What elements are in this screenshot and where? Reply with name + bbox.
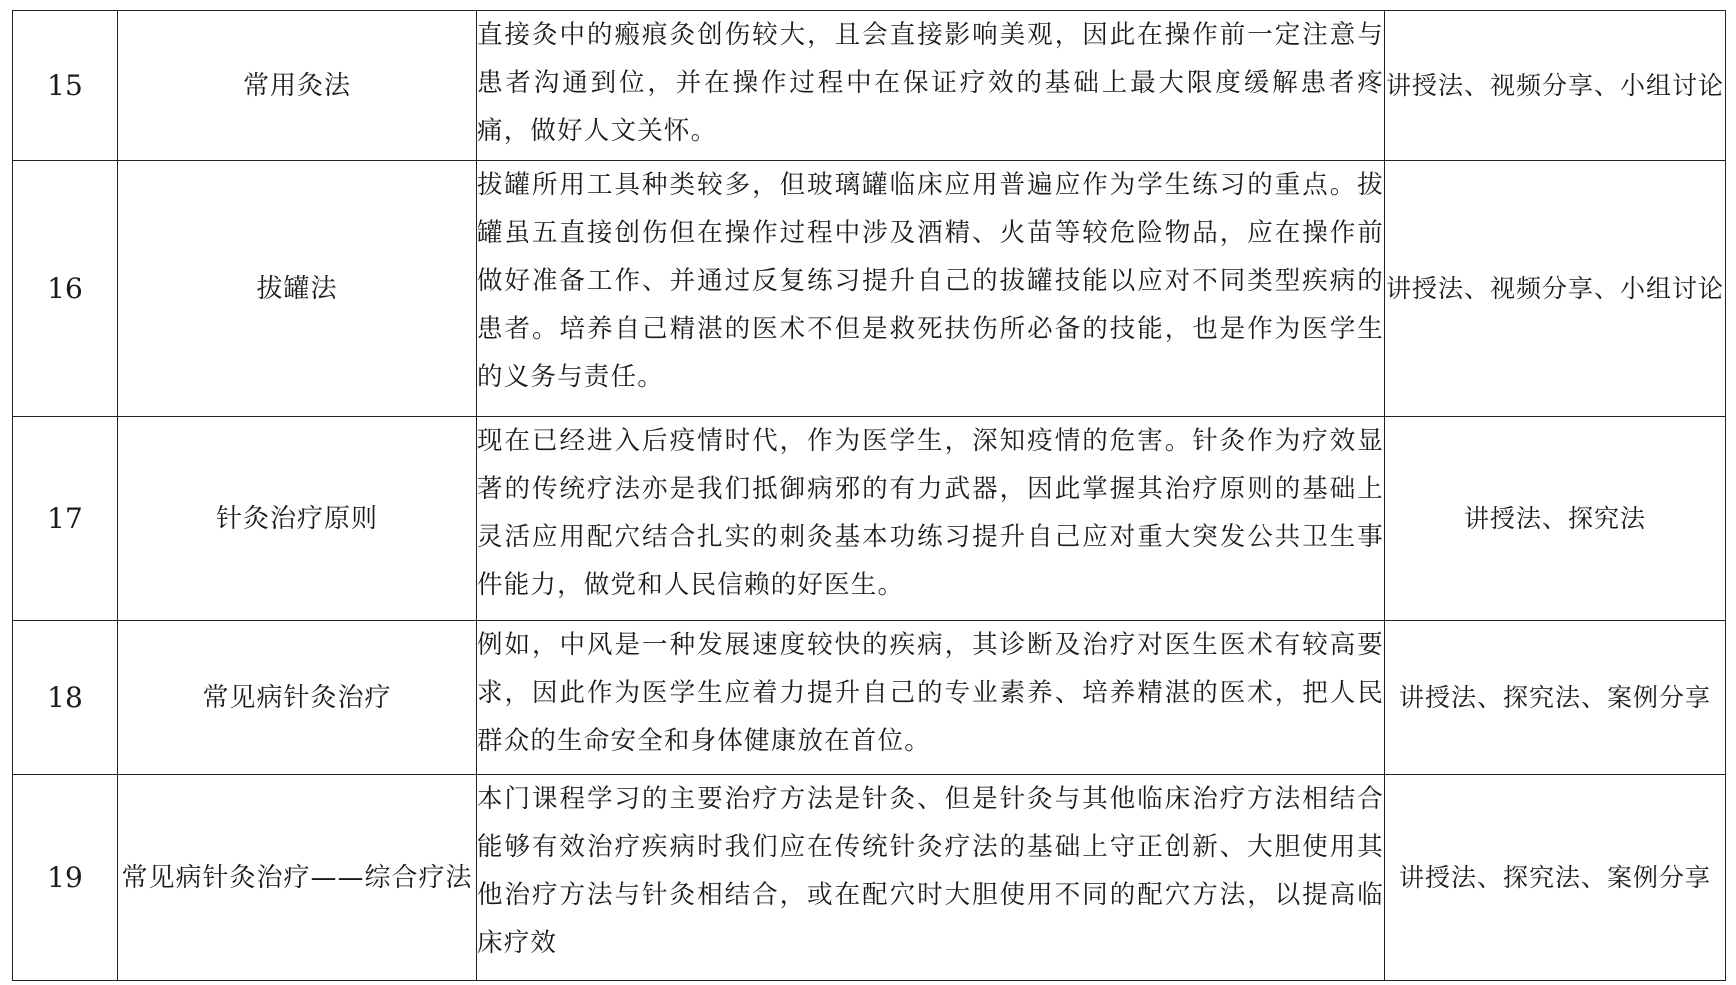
course-table	[12, 10, 1726, 981]
ideological-content: 拔罐所用工具种类较多，但玻璃罐临床应用普遍应作为学生练习的重点。拔罐虽五直接创伤但在操作过程中涉及酒精、火苗等较危险物品，应在操作前做好准备工作、并通过反复练习提升自己的拔罐技能以应对不同类型疾病的患者。培养自己精湛的医术不但是救死扶伤所必备的技能，也是作为医学生的义务与责任。	[477, 161, 1385, 417]
ideological-content: 例如，中风是一种发展速度较快的疾病，其诊断及治疗对医生医术有较高要求，因此作为医学生应着力提升自己的专业素养、培养精湛的医术，把人民群众的生命安全和身体健康放在首位。	[477, 621, 1385, 775]
teaching-method: 讲授法、探究法	[1385, 417, 1726, 621]
table-row	[13, 11, 1726, 161]
row-number: 16	[13, 161, 118, 417]
row-number: 17	[13, 417, 118, 621]
topic-title: 常用灸法	[118, 11, 477, 161]
row-number: 18	[13, 621, 118, 775]
topic-title: 拔罐法	[118, 161, 477, 417]
teaching-method: 讲授法、探究法、案例分享	[1385, 621, 1726, 775]
ideological-content: 直接灸中的瘢痕灸创伤较大，且会直接影响美观，因此在操作前一定注意与患者沟通到位，并在操作过程中在保证疗效的基础上最大限度缓解患者疼痛，做好人文关怀。	[477, 11, 1385, 161]
table-row	[13, 775, 1726, 981]
row-number: 19	[13, 775, 118, 981]
ideological-content: 本门课程学习的主要治疗方法是针灸、但是针灸与其他临床治疗方法相结合能够有效治疗疾病时我们应在传统针灸疗法的基础上守正创新、大胆使用其他治疗方法与针灸相结合，或在配穴时大胆使用不同的配穴方法，以提高临床疗效	[477, 775, 1385, 981]
topic-title: 针灸治疗原则	[118, 417, 477, 621]
teaching-method: 讲授法、视频分享、小组讨论	[1385, 161, 1726, 417]
row-number: 15	[13, 11, 118, 161]
table-row	[13, 417, 1726, 621]
table-row	[13, 161, 1726, 417]
topic-title: 常见病针灸治疗	[118, 621, 477, 775]
ideological-content: 现在已经进入后疫情时代，作为医学生，深知疫情的危害。针灸作为疗效显著的传统疗法亦是我们抵御病邪的有力武器，因此掌握其治疗原则的基础上灵活应用配穴结合扎实的刺灸基本功练习提升自己应对重大突发公共卫生事件能力，做党和人民信赖的好医生。	[477, 417, 1385, 621]
table-row	[13, 621, 1726, 775]
teaching-method: 讲授法、探究法、案例分享	[1385, 775, 1726, 981]
teaching-method: 讲授法、视频分享、小组讨论	[1385, 11, 1726, 161]
topic-title: 常见病针灸治疗——综合疗法	[118, 775, 477, 981]
